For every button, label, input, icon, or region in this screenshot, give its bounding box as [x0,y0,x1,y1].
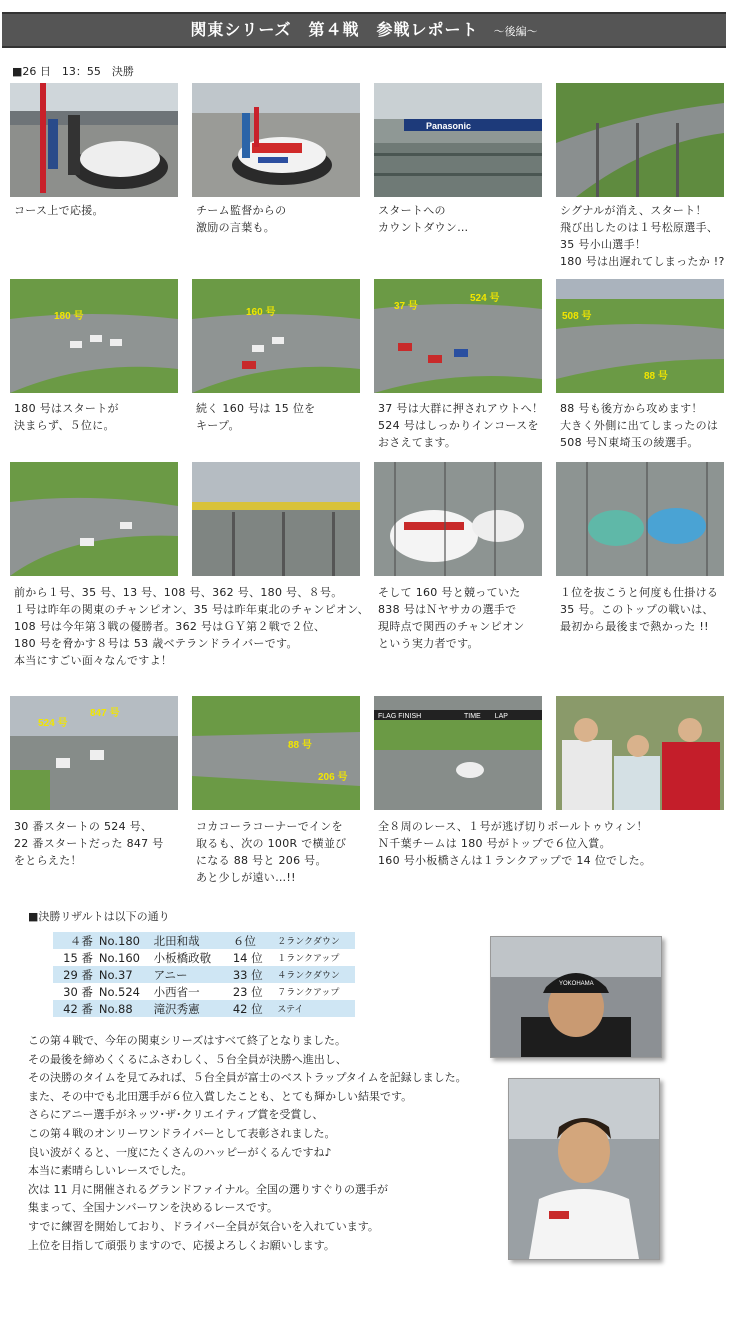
label-524-b: 524 号 [38,718,68,729]
photo-countdown [374,83,542,197]
caption-180: 180 号はスタートが 決まらず、５位に。 [14,402,119,432]
report-body: この第４戦で、今年の関東シリーズはすべて終了となりました。 その最後を締めくくるにふさわしく、５台全員が決勝へ進出し、 その決勝のタイムを見てみれば、５台全員が富士のベストラップタイムを記録しました。 また、その中でも北田選手が６位入賞したことも、とても輝かしい結果です。 さらにアニー選手がネッツ･ザ･クリエイティブ賞を受賞し、 この第４戦のオンリーワンドライバーとして表彰されました。 良い波がくると、一度にたくさんのハッピーがくるんですね♪ 本当に素晴らしいレースでした。 次は 11 月に開催されるグランドファイナル。全国の選りすぐりの選手が 集まって、全国ナンバーワンを決めるレースです。 すでに練習を開始しており、ドライバー全員が気合いを入れています。 上位を目指して頑張りますので、応援よろしくお願いします。 [28,1034,467,1252]
panasonic-sign: Panasonic [426,121,472,131]
label-37: 37 号 [394,301,418,312]
table-row: 30 番 No.524 小西省一 23 位 ７ランクアップ [53,983,355,1000]
results-table [53,932,355,1017]
photo-leaders [556,462,724,576]
caption-leaders: １位を抜こうと何度も仕掛ける 35 号。このトップの戦いは、 最初から最後まで熱かった !! [560,586,719,633]
label-508: 508 号 [562,311,592,322]
photo-manager-talk [192,83,360,197]
cap-brand-text: YOKOHAMA [559,981,594,987]
table-row: ４番 No.180 北田和哉 ６位 ２ランクダウン [53,932,355,949]
caption-cheer: コース上で応援。 [14,204,104,217]
page-header [2,12,726,48]
table-row: 42 番 No.88 滝沢秀憲 42 位 ステイ [53,1000,355,1017]
label-847: 847 号 [90,708,120,719]
label-88-b: 88 号 [288,740,312,751]
photo-524-847 [10,696,178,810]
photo-car-180 [10,279,178,393]
page-title: 関東シリーズ 第４戦 参戦レポート [190,20,479,39]
caption-pack: 前から１号、35 号、13 号、108 号、362 号、180 号、８号。 １号は昨年の関東のチャンピオン、35 号は昨年東北のチャンピオン、 108 号は今年第３戦の優勝者。362 号はＧＹ第２戦で２位、 180 号を脅かす８号は 53 歳ベテランドライバーです。 本当にすごい面々なんですよ！ [14,586,369,667]
photo-car-37-524 [374,279,542,393]
caption-manager: チーム監督からの 激励の言葉も。 [196,204,287,234]
label-524: 524 号 [470,293,500,304]
photo-start [556,83,724,197]
photo-160-closeup [374,462,542,576]
photo-pack-corner [10,462,178,576]
caption-508-88: 88 号も後方から攻めます！ 大きく外側に出てしまったのは 508 号Ｎ東埼玉の綾選手。 [560,402,719,449]
photo-car-160 [192,279,360,393]
finish-sign: FLAG FINISH [378,713,422,720]
caption-start: シグナルが消え、スタート！ 飛び出したのは１号松原選手、 35 号小山選手！ 180 号は出遅れてしまったか !? [560,204,725,268]
label-88: 88 号 [644,371,668,382]
session-heading: ■26 日 13：55 決勝 [12,65,134,78]
label-160: 160 号 [246,307,276,318]
photo-car-508-88 [556,279,724,393]
photo-88-206 [192,696,360,810]
photo-grid-cheer [10,83,178,197]
photo-finish [374,696,542,810]
label-180: 180 号 [54,311,84,322]
portrait-driver-young [508,1078,660,1260]
portrait-driver-cap [490,936,662,1058]
results-heading: ■決勝リザルトは以下の通り [28,910,170,923]
time-lap-sign: TIME LAP [464,713,508,720]
caption-88-206: コカコーラコーナーでインを 取るも、次の 100R で横並び になる 88 号と 206 号。 あと少しが遠い…!! [196,820,347,884]
caption-160: 続く 160 号は 15 位を キープ。 [196,402,316,432]
caption-838: そして 160 号と競っていた 838 号はＮヤサカの選手で 現時点で関西のチャンピオン という実力者です。 [378,586,525,650]
caption-countdown: スタートへの カウントダウン… [378,204,469,234]
label-206: 206 号 [318,772,348,783]
caption-37-524: 37 号は大群に押されアウトへ！ 524 号はしっかりインコースを おさえてます。 [378,402,544,449]
photo-838 [192,462,360,576]
caption-524-847: 30 番スタートの 524 号、 22 番スタートだった 847 号 をとらえた！ [14,820,164,867]
page-subtitle: ～後編～ [493,25,538,38]
table-row: 15 番 No.160 小板橋政敬 14 位 １ランクアップ [53,949,355,966]
caption-finish: 全８周のレース、１号が逃げ切りポールトゥウィン！ Ｎ千葉チームは 180 号がトップで６位入賞。 160 号小板橋さんは１ランクアップで 14 位でした。 [378,820,652,867]
table-row: 29 番 No.37 アニー 33 位 ４ランクダウン [53,966,355,983]
photo-drivers [556,696,724,810]
